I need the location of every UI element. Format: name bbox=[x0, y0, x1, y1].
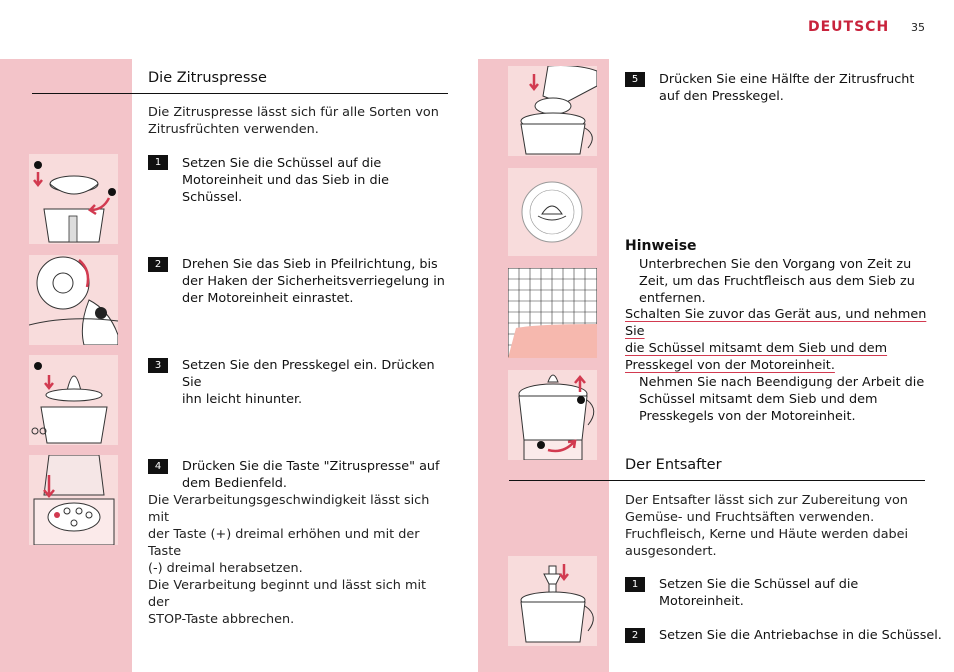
section-rule bbox=[509, 480, 925, 481]
press-cone-topview-illustration bbox=[508, 168, 597, 256]
notch bbox=[598, 371, 608, 389]
step-5-text: Drücken Sie eine Hälfte der Zitrusfrucht auf den Presskegel. bbox=[659, 72, 915, 104]
section-title-zitruspresse: Die Zitruspresse bbox=[148, 70, 267, 86]
section-rule bbox=[32, 93, 448, 94]
pulp-graph-illustration bbox=[508, 268, 597, 358]
entsafter-intro-text: Der Entsafter lässt sich zur Zubereitung von Gemüse- und Fruchtsäften verwenden. Fruchfleisch, Kerne und Häute werden dabei ausgesondert. bbox=[625, 493, 909, 559]
entsafter-step-2-text: Setzen Sie die Antriebachse in die Schüssel. bbox=[659, 628, 942, 643]
step-number: 3 bbox=[148, 358, 168, 373]
intro-text: Die Zitruspresse lässt sich für alle Sorten von Zitrusfrüchten verwenden. bbox=[148, 105, 439, 137]
step-4-text: Drücken Sie die Taste "Zitruspresse" auf dem Bedienfeld. bbox=[182, 459, 440, 491]
entsafter-step-1-text: Setzen Sie die Schüssel auf die Motoreinheit. bbox=[659, 577, 859, 609]
step-2-text: Drehen Sie das Sieb in Pfeilrichtung, bis der Haken der Sicherheitsverriegelung in der Motoreinheit einrastet. bbox=[182, 257, 445, 306]
page-number: 35 bbox=[911, 21, 925, 34]
step-number: 2 bbox=[148, 257, 168, 272]
hint-3-text: Nehmen Sie nach Beendigung der Arbeit die Schüssel mitsamt dem Sieb und dem Presskegels von der Motoreinheit. bbox=[639, 375, 925, 424]
notch bbox=[119, 256, 129, 274]
hint-1-text: Unterbrechen Sie den Vorgang von Zeit zu Zeit, um das Fruchtfleisch aus dem Sieb zu entfernen. bbox=[639, 257, 915, 306]
step-number: 1 bbox=[625, 577, 645, 592]
step-4-details: Die Verarbeitungsgeschwindigkeit lässt sich mit der Taste (+) dreimal erhöhen und mit der Taste (-) dreimal herabsetzen. Die Verarbeitung beginnt und lässt sich mit der STOP-Taste abbrechen. bbox=[148, 493, 430, 627]
language-header: DEUTSCH bbox=[808, 19, 890, 35]
remove-bowl-illustration bbox=[508, 370, 597, 460]
fruit-press-illustration bbox=[508, 66, 597, 156]
step-number: 5 bbox=[625, 72, 645, 87]
notch bbox=[119, 356, 129, 374]
hint-2-text: Schalten Sie zuvor das Gerät aus, und nehmen Sie die Schüssel mitsamt dem Sieb und dem Presskegel von der Motoreinheit. bbox=[625, 307, 927, 373]
step-number: 2 bbox=[625, 628, 645, 643]
drive-shaft-illustration bbox=[508, 556, 597, 646]
press-cone-illustration bbox=[29, 355, 118, 445]
notch bbox=[598, 557, 608, 575]
section-title-entsafter: Der Entsafter bbox=[625, 457, 722, 473]
step-number: 4 bbox=[148, 459, 168, 474]
control-panel-illustration bbox=[29, 455, 118, 545]
notch bbox=[119, 155, 129, 173]
bowl-sieve-illustration bbox=[29, 154, 118, 244]
step-number: 1 bbox=[148, 155, 168, 170]
notch bbox=[119, 456, 129, 474]
step-3-text: Setzen Sie den Presskegel ein. Drücken Sie ihn leicht hinunter. bbox=[182, 358, 435, 407]
notch bbox=[598, 67, 608, 85]
hints-title: Hinweise bbox=[625, 238, 697, 254]
step-1-text: Setzen Sie die Schüssel auf die Motoreinheit und das Sieb in die Schüssel. bbox=[182, 156, 389, 205]
sieve-rotate-illustration bbox=[29, 255, 118, 345]
